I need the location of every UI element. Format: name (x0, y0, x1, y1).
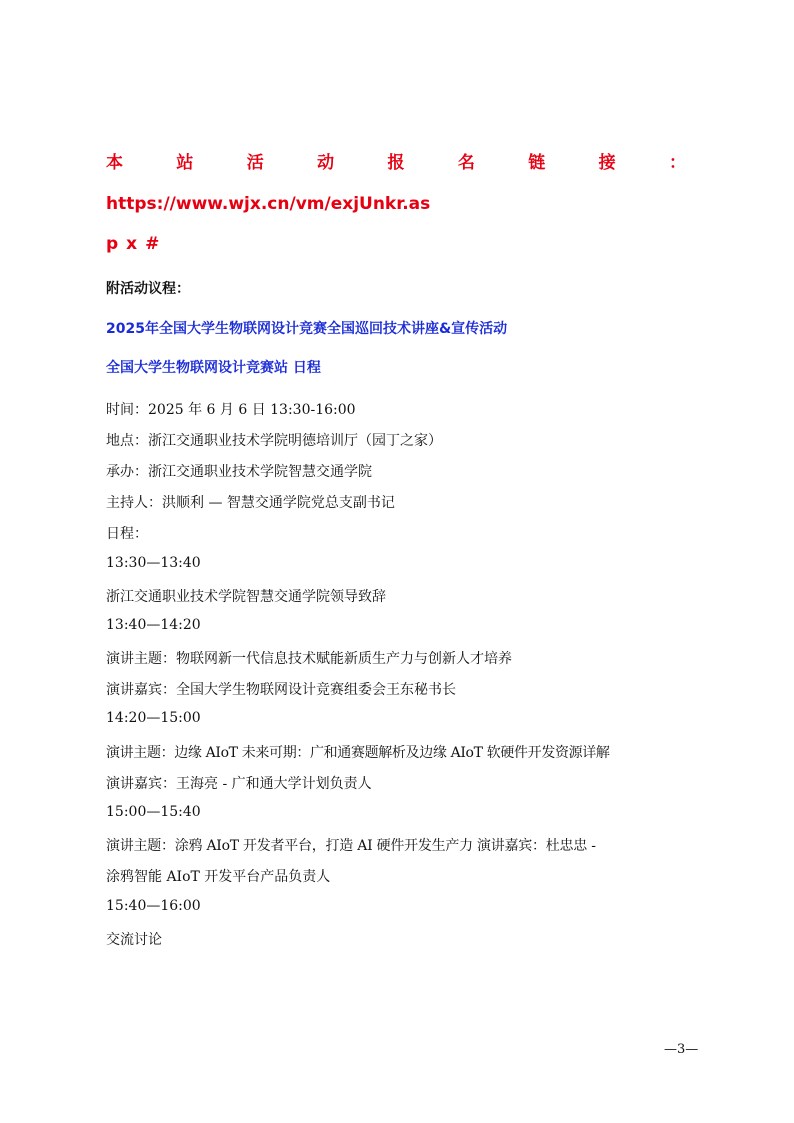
event-location: 地点：浙江交通职业技术学院明德培训厅（园丁之家） (106, 433, 442, 449)
registration-label: 本站活动报名链接： (106, 153, 686, 173)
registration-url[interactable]: https://www.wjx.cn/vm/exjUnkr.as (106, 194, 431, 214)
schedule-item: 演讲嘉宾：全国大学生物联网设计竞赛组委会王东秘书长 (106, 682, 456, 698)
schedule-item: 演讲主题：边缘 AIoT 未来可期：广和通赛题解析及边缘 AIoT 软硬件开发资源详解 (106, 745, 610, 761)
schedule-item: 演讲主题：物联网新一代信息技术赋能新质生产力与创新人才培养 (106, 651, 512, 667)
schedule-item: 演讲嘉宾：王海亮 - 广和通大学计划负责人 (106, 776, 372, 792)
schedule-item: 浙江交通职业技术学院智慧交通学院领导致辞 (106, 589, 386, 605)
schedule-item: 涂鸦智能 AIoT 开发平台产品负责人 (106, 869, 331, 885)
schedule-time: 15:40—16:00 (106, 898, 201, 914)
schedule-time: 15:00—15:40 (106, 804, 201, 820)
event-time: 时间：2025 年 6 月 6 日 13:30-16:00 (106, 402, 356, 418)
event-host: 主持人：洪顺利 — 智慧交通学院党总支副书记 (106, 495, 395, 511)
registration-url-continued[interactable]: px# (106, 234, 168, 254)
event-subtitle: 全国大学生物联网设计竞赛站 日程 (106, 360, 321, 376)
schedule-time: 13:40—14:20 (106, 617, 201, 633)
event-organizer: 承办：浙江交通职业技术学院智慧交通学院 (106, 464, 372, 480)
schedule-time: 14:20—15:00 (106, 710, 201, 726)
schedule-label: 日程： (106, 526, 148, 542)
event-title: 2025年全国大学生物联网设计竞赛全国巡回技术讲座&宣传活动 (106, 321, 508, 337)
schedule-time: 13:30—13:40 (106, 555, 201, 571)
agenda-heading: 附活动议程： (106, 281, 190, 297)
page-number: —3— (664, 1042, 699, 1057)
schedule-item: 演讲主题：涂鸦 AIoT 开发者平台，打造 AI 硬件开发生产力 演讲嘉宾：杜忠忠 - (106, 838, 596, 854)
schedule-item: 交流讨论 (106, 932, 162, 948)
